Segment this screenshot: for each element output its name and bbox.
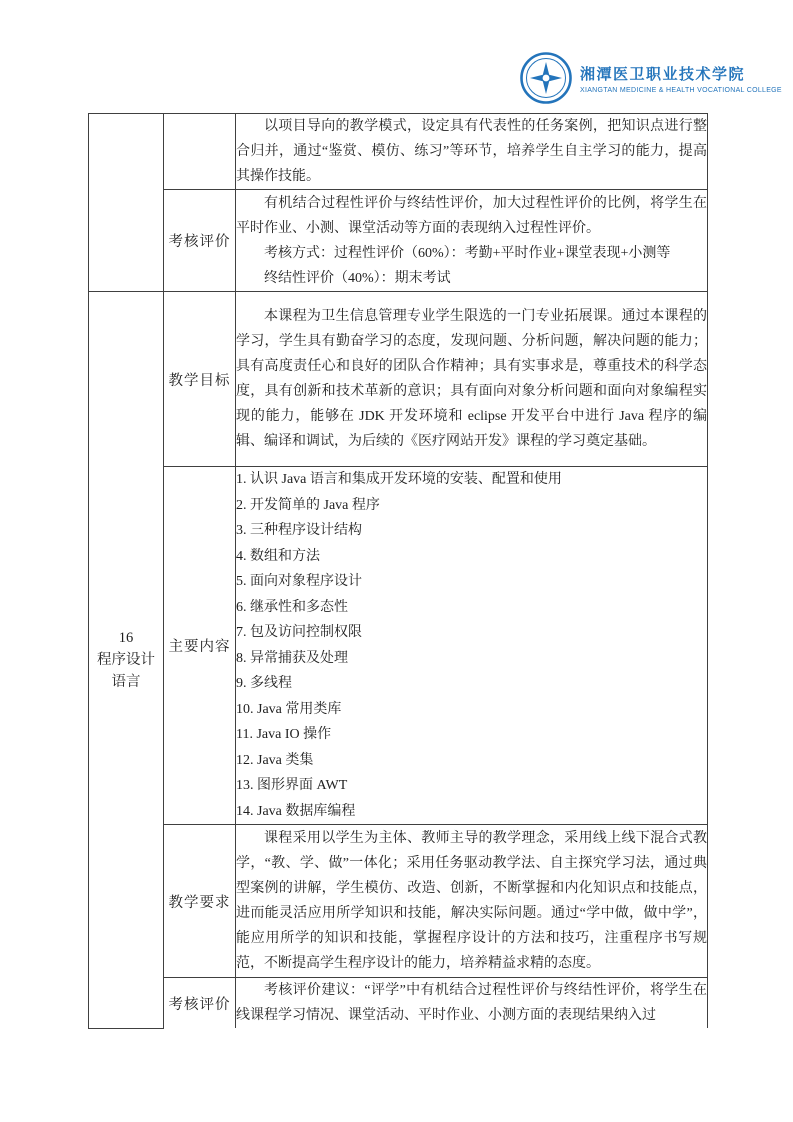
paragraph: 本课程为卫生信息管理专业学生限选的一门专业拓展课。通过本课程的学习，学生具有勤奋学习的态度，发现问题、分析问题，解决问题的能力；具有高度责任心和良好的团队合作精神；具有实事求是，尊重技术的科学态度，具有创新和技术革新的意识；具有面向对象分析问题和面向对象编程实现的能力，能够在 JDK 开发环境和 eclipse 开发平台中进行 Java 程序的编辑、编译和调试，为后续的《医疗网站开发》课程的学习奠定基础。 <box>236 309 707 449</box>
content-list-item: 13. 图形界面 AWT <box>236 778 348 793</box>
course-syllabus-table <box>88 113 708 1029</box>
main-content-list-cell <box>236 467 708 825</box>
requirements-content-cell <box>236 825 708 978</box>
content-list-item: 8. 异常捕获及处理 <box>236 650 348 666</box>
college-name-en: XIANGTAN MEDICINE & HEALTH VOCATIONAL COLLEGE <box>580 86 782 94</box>
row-label-assessment-16: 考核评价 <box>164 978 236 1029</box>
paragraph: 考核评价建议：“评学”中有机结合过程性评价与终结性评价，将学生在线课程学习情况、课堂活动、平时作业、小测方面的表现结果纳入过 <box>236 983 707 1023</box>
content-list-item: 7. 包及访问控制权限 <box>236 625 362 640</box>
content-list-item: 12. Java 类集 <box>236 752 314 768</box>
content-list-item: 9. 多线程 <box>236 676 292 691</box>
college-logo <box>520 52 782 104</box>
course-name-cell-prev <box>89 114 164 292</box>
course-name-cell-16 <box>89 292 164 1029</box>
college-name-cn: 湘潭医卫职业技术学院 <box>580 66 746 83</box>
table-row <box>89 978 708 1029</box>
assessment-content-cell-16 <box>236 978 708 1029</box>
teaching-mode-content-cell <box>236 114 708 190</box>
table-row <box>89 825 708 978</box>
content-list-item: 6. 继承性和多态性 <box>236 599 348 615</box>
content-list-item: 1. 认识 Java 语言和集成开发环境的安装、配置和使用 <box>236 472 562 487</box>
row-label-requirements: 教学要求 <box>164 825 236 978</box>
course-name-line1: 程序设计 <box>97 651 155 668</box>
college-emblem-icon <box>520 52 572 104</box>
college-logo-text <box>580 63 782 94</box>
content-list-item: 10. Java 常用类库 <box>236 701 342 717</box>
content-list-item: 3. 三种程序设计结构 <box>236 523 362 538</box>
content-list-item: 5. 面向对象程序设计 <box>236 574 362 589</box>
content-list-item: 2. 开发简单的 Java 程序 <box>236 497 380 513</box>
table-row <box>89 190 708 292</box>
course-number: 16 <box>118 629 134 646</box>
paragraph: 终结性评价（40%）：期末考试 <box>264 270 451 286</box>
assessment-content-cell-prev <box>236 190 708 292</box>
objectives-content-cell <box>236 292 708 467</box>
course-name-line2: 语言 <box>111 673 141 690</box>
row-label-objectives: 教学目标 <box>164 292 236 467</box>
content-list-item: 11. Java IO 操作 <box>236 727 332 742</box>
content-list-item: 4. 数组和方法 <box>236 548 320 564</box>
row-label-cell-empty <box>164 114 236 190</box>
row-label-assessment-prev: 考核评价 <box>164 190 236 292</box>
row-label-main-content: 主要内容 <box>164 467 236 825</box>
paragraph: 以项目导向的教学模式，设定具有代表性的任务案例，把知识点进行整合归并，通过“鉴赏、模仿、练习”等环节，培养学生自主学习的能力，提高其操作技能。 <box>236 119 707 184</box>
paragraph: 课程采用以学生为主体、教师主导的教学理念，采用线上线下混合式教学，“教、学、做”一体化；采用任务驱动教学法、自主探究学习法，通过典型案例的讲解，学生模仿、改造、创新，不断掌握和内化知识点和技能点，进而能灵活应用所学知识和技能，解决实际问题。通过“学中做，做中学”，能应用所学的知识和技能，掌握程序设计的方法和技巧，注重程序书写规范，不断提高学生程序设计的能力，培养精益求精的态度。 <box>236 831 707 971</box>
table-row <box>89 467 708 825</box>
table-row <box>89 292 708 467</box>
table-row <box>89 114 708 190</box>
content-list-item: 14. Java 数据库编程 <box>236 803 356 819</box>
paragraph: 有机结合过程性评价与终结性评价，加大过程性评价的比例，将学生在平时作业、小测、课堂活动等方面的表现纳入过程性评价。 <box>236 195 707 236</box>
paragraph: 考核方式：过程性评价（60%）：考勤+平时作业+课堂表现+小测等 <box>264 245 671 261</box>
